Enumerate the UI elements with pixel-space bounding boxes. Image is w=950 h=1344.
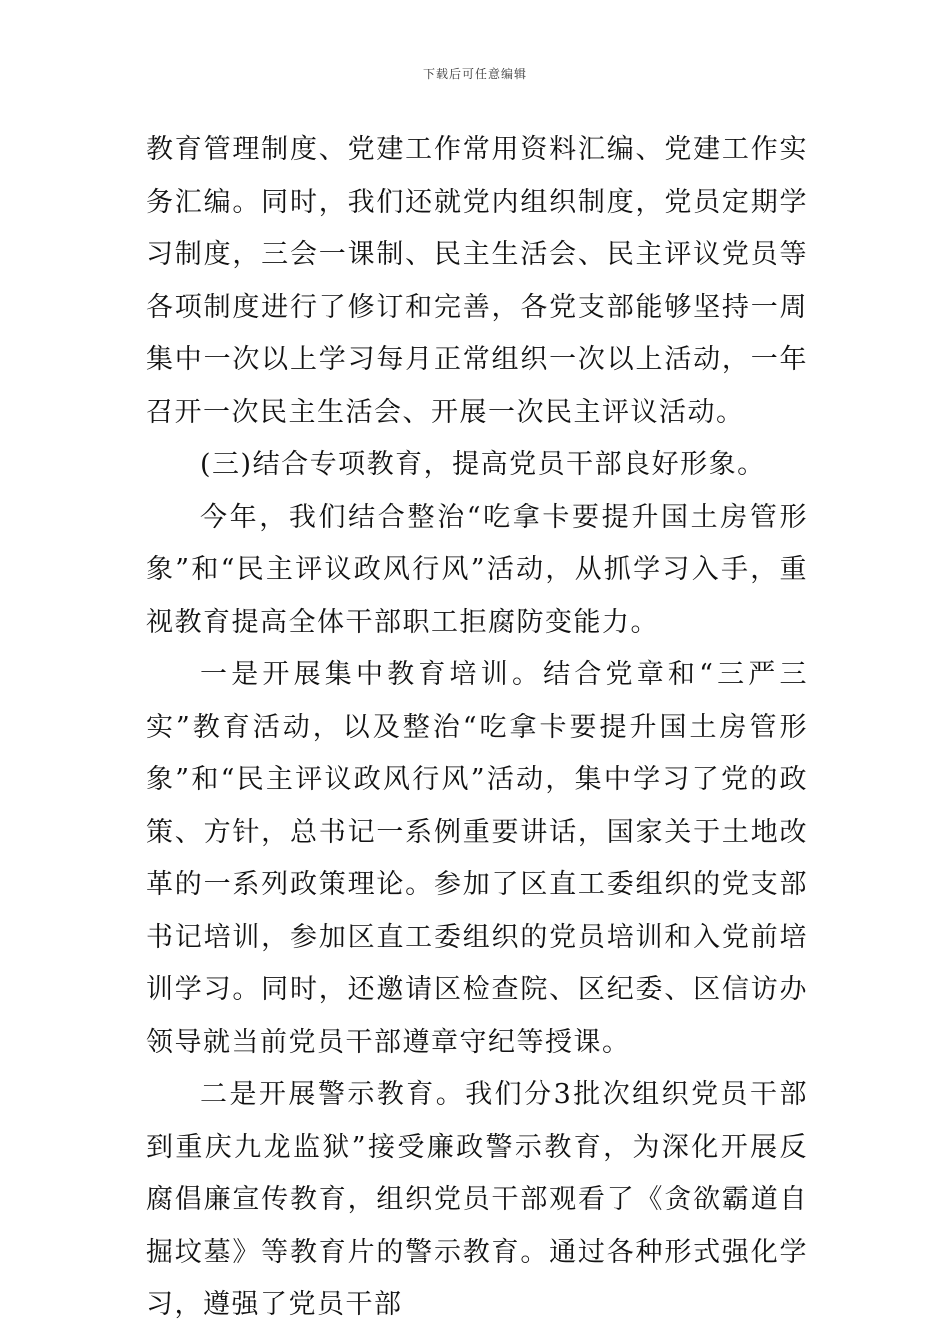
section-heading: (三)结合专项教育，提高党员干部良好形象。: [200, 449, 766, 480]
paragraph-2: 今年，我们结合整治“吃拿卡要提升国土房管形象”和“民主评议政风行风”活动，从抓学习入手，重视教育提高全体干部职工拒腐防变能力。: [146, 501, 808, 638]
paragraph-3: 一是开展集中教育培训。结合党章和“三严三实”教育活动，以及整治“吃拿卡要提升国土房管形象”和“民主评议政风行风”活动，集中学习了党的政策、方针，总书记一系例重要讲话，国家关于土地改革的一系列政策理论。参加了区直工委组织的党支部书记培训，参加区直工委组织的党员培训和入党前培训学习。同时，还邀请区检查院、区纪委、区信访办领导就当前党员干部遵章守纪等授课。: [146, 659, 808, 1058]
document-body: [146, 124, 808, 1332]
paragraph-1: 教育管理制度、党建工作常用资料汇编、党建工作实务汇编。同时，我们还就党内组织制度，党员定期学习制度，三会一课制、民主生活会、民主评议党员等各项制度进行了修订和完善，各党支部能够坚持一周集中一次以上学习每月正常组织一次以上活动，一年召开一次民主生活会、开展一次民主评议活动。: [146, 134, 808, 428]
page-header: 下载后可任意编辑: [422, 67, 527, 81]
paragraph-4: 二是开展警示教育。我们分3批次组织党员干部到重庆九龙监狱”接受廉政警示教育，为深化开展反腐倡廉宣传教育，组织党员干部观看了《贪欲霸道自掘坟墓》等教育片的警示教育。通过各种形式强化学习，遵强了党员干部: [146, 1079, 808, 1320]
